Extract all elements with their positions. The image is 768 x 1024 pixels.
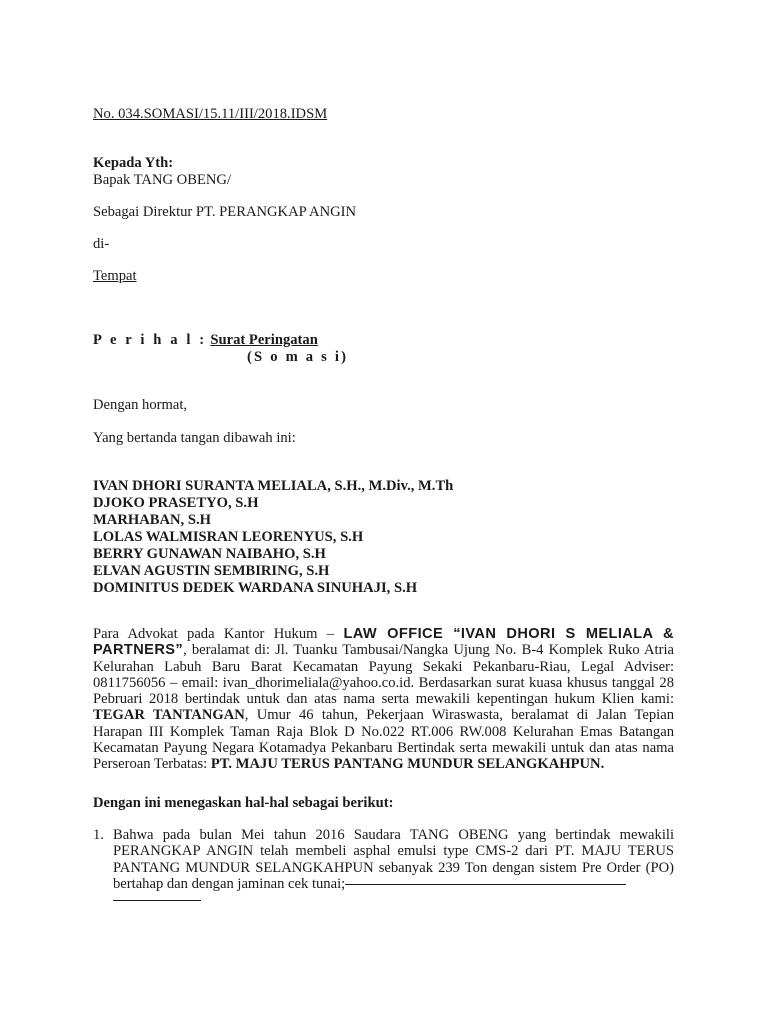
recipient-role: Sebagai Direktur PT. PERANGKAP ANGIN: [93, 204, 357, 220]
affirmation-heading: Dengan ini menegaskan hal-hal sebagai berikut:: [93, 795, 394, 811]
company-name: PT. MAJU TERUS PANTANG MUNDUR SELANGKAHPUN.: [210, 756, 605, 773]
fill-line: [345, 884, 626, 885]
list-item: [93, 827, 674, 908]
advocate-list: [93, 478, 453, 597]
advocate-name: DJOKO PRASETYO, S.H: [93, 495, 259, 511]
subject-value: Surat Peringatan: [210, 332, 318, 348]
undersigned-intro: Yang bertanda tangan dibawah ini:: [93, 430, 296, 446]
body-text-intro: Para Advokat pada Kantor Hukum –: [93, 626, 344, 642]
subject-subtitle: (S o m a s i): [247, 349, 349, 365]
advocate-name: MARHABAN, S.H: [93, 512, 211, 528]
letter-number: No. 034.SOMASI/15.11/III/2018.IDSM: [93, 106, 328, 122]
subject-label: P e r i h a l :: [93, 332, 207, 348]
addressee-heading: Kepada Yth:: [93, 155, 174, 171]
recipient-place: Tempat: [93, 268, 137, 284]
recipient-di: di-: [93, 236, 110, 252]
fill-line: [113, 900, 201, 901]
advocate-name: ELVAN AGUSTIN SEMBIRING, S.H: [93, 563, 330, 579]
client-name: TEGAR TANTANGAN: [93, 707, 245, 724]
subject-line: [93, 332, 318, 349]
advocate-name: LOLAS WALMISRAN LEORENYUS, S.H: [93, 529, 364, 545]
law-firm-name: LAW OFFICE “IVAN DHORI S MELIALA & PARTNERS”: [93, 626, 674, 659]
advocate-name: IVAN DHORI SURANTA MELIALA, S.H., M.Div., M.Th: [93, 478, 454, 494]
list-item-text: Bahwa pada bulan Mei tahun 2016 Saudara TANG OBENG yang bertindak mewakili PERANGKAP ANGIN telah membeli asphal emulsi type CMS-2 dari PT. MAJU TERUS PANTANG MUNDUR SELANGKAHPUN sebanyak 239 Ton dengan sistem Pre Order (PO) bertahap dan dengan jaminan cek tunai;: [113, 827, 674, 892]
list-item-number: 1.: [93, 827, 104, 843]
advocate-name: BERRY GUNAWAN NAIBAHO, S.H: [93, 546, 326, 562]
body-text-client: , Umur 46 tahun, Pekerjaan Wiraswasta, beralamat di Jalan Tepian Harapan III Komplek Taman Raja Blok D No.022 RT.006 RW.008 Kelurahan Emas Batangan Kecamatan Payung Negara Kotamadya Pekanbaru Bertindak serta mewakili untuk dan atas nama Perseroan Terbatas:: [93, 707, 675, 773]
greeting: Dengan hormat,: [93, 397, 188, 413]
body-paragraph: [93, 626, 674, 773]
advocate-name: DOMINITUS DEDEK WARDANA SINUHAJI, S.H: [93, 580, 418, 596]
body-text-address: , beralamat di: Jl. Tuanku Tambusai/Nangka Ujung No. B-4 Komplek Ruko Atria Kelurahan Labuh Baru Barat Kecamatan Payung Sekaki Pekanbaru-Riau, Legal Adviser: 0811756056 – email: ivan_dhorimeliala@yahoo.co.id. Berdasarkan surat kuasa khusus tanggal 28 Pebruari 2018 bertindak untuk dan atas nama serta mewakili kepentingan hukum Klien kami:: [93, 642, 674, 708]
recipient-name: Bapak TANG OBENG/: [93, 172, 231, 188]
